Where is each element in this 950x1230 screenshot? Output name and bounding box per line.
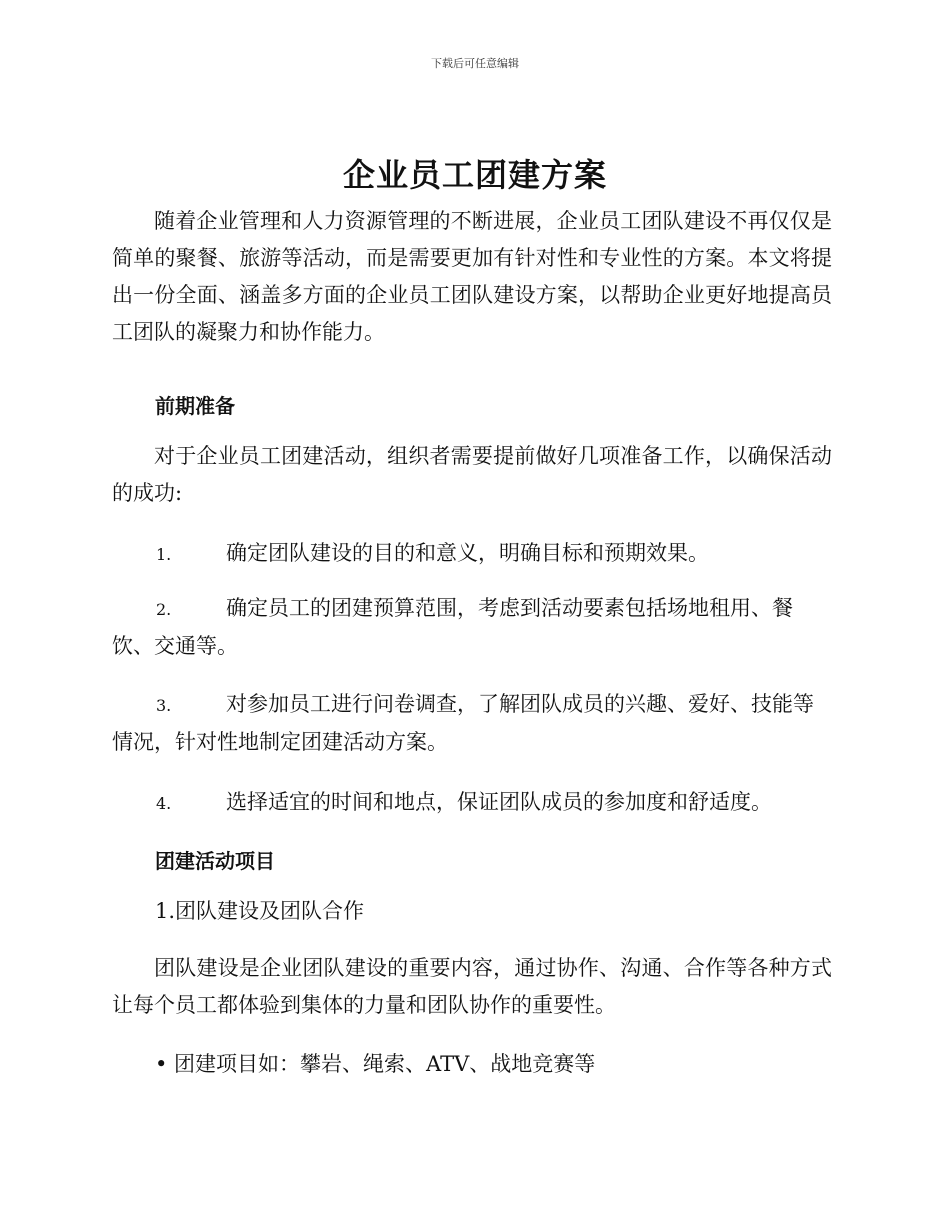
section-heading-preparation: 前期准备 xyxy=(155,394,235,418)
list-text: 选择适宜的时间和地点，保证团队成员的参加度和舒适度。 xyxy=(226,790,772,814)
team-building-paragraph: 团队建设是企业团队建设的重要内容，通过协作、沟通、合作等各种方式让每个员工都体验到集体的力量和团队协作的重要性。 xyxy=(112,956,832,1017)
document-title: 企业员工团建方案 xyxy=(342,156,607,194)
section-heading-activities: 团建活动项目 xyxy=(155,849,275,873)
list-item xyxy=(112,686,832,761)
list-number: 1. xyxy=(156,545,172,564)
preparation-intro-paragraph: 对于企业员工团建活动，组织者需要提前做好几项准备工作，以确保活动的成功: xyxy=(112,444,832,505)
subheading-team-building: 1.团队建设及团队合作 xyxy=(155,899,365,923)
list-text: 确定员工的团建预算范围，考虑到活动要素包括场地租用、餐饮、交通等。 xyxy=(112,596,793,658)
list-number: 2. xyxy=(156,600,172,619)
list-text: 对参加员工进行问卷调查，了解团队成员的兴趣、爱好、技能等情况，针对性地制定团建活动方案。 xyxy=(112,692,814,754)
list-item xyxy=(112,784,832,822)
list-text: 确定团队建设的目的和意义，明确目标和预期效果。 xyxy=(226,541,709,565)
intro-paragraph: 随着企业管理和人力资源管理的不断进展，企业员工团队建设不再仅仅是简单的聚餐、旅游等活动，而是需要更加有针对性和专业性的方案。本文将提出一份全面、涵盖多方面的企业员工团队建设方案，以帮助企业更好地提高员工团队的凝聚力和协作能力。 xyxy=(112,209,832,344)
list-item xyxy=(112,590,832,665)
bullet-item: • 团建项目如：攀岩、绳索、ATV、战地竞赛等 xyxy=(155,1052,596,1076)
list-number: 4. xyxy=(156,794,172,813)
header-note: 下载后可任意编辑 xyxy=(431,57,519,70)
list-item xyxy=(112,535,832,573)
list-number: 3. xyxy=(156,696,172,715)
